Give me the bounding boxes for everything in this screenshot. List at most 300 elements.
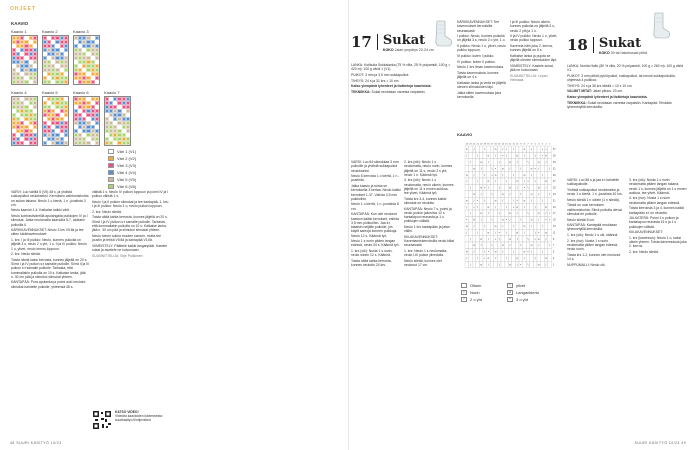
chart-label-2: Kaavio 2 bbox=[42, 29, 58, 34]
chart-cell bbox=[548, 248, 552, 254]
chart-row-number: 21 bbox=[552, 199, 556, 203]
paragraph: JALKATERÄ: Poimi 1 s puikon ja kantalapun reunasta 15 s ja 1 s puikkojen välistä. bbox=[629, 216, 679, 229]
stitch-symbol: / bbox=[473, 249, 475, 254]
stitch-symbol: / bbox=[502, 198, 504, 203]
chart-col-number: 19 bbox=[483, 143, 487, 146]
chart-cell bbox=[64, 80, 68, 84]
chart-cell bbox=[469, 184, 476, 190]
chart-cell bbox=[530, 210, 534, 216]
color-legend bbox=[108, 148, 136, 190]
stitch-symbol: \ bbox=[469, 236, 471, 241]
qr-caption bbox=[115, 410, 170, 422]
symbol-row bbox=[461, 289, 482, 296]
chart-cell bbox=[487, 197, 491, 203]
chart-cell bbox=[465, 184, 469, 190]
paragraph: Toista kerroksia 3 ja 4, kunnes kaikki kantapään s:t on neulottu. bbox=[629, 206, 685, 215]
chart-cell bbox=[523, 143, 530, 152]
chart-cell bbox=[530, 204, 534, 210]
symbol-label: Oikein bbox=[470, 283, 482, 288]
chart-cell bbox=[505, 204, 512, 210]
chart-cell bbox=[519, 248, 526, 254]
stitch-symbol: • bbox=[465, 217, 468, 222]
chart-cell bbox=[515, 223, 519, 229]
pattern-17-info bbox=[351, 63, 451, 95]
chart-cell bbox=[534, 255, 541, 261]
stitch-symbol: / bbox=[473, 224, 475, 228]
chart-cell bbox=[548, 229, 552, 235]
symbol-legend-2 bbox=[507, 282, 539, 303]
chart-cell bbox=[469, 197, 473, 203]
paragraph: Neulo toinen sukka muuten samoin, mutta tee joustin ja tehkä V5:llä ja kantapää V1:llä. bbox=[92, 233, 161, 243]
chart-col-number: 4 bbox=[538, 143, 540, 146]
paragraph: Neulo kontrastiväreillä apulangalla puikkojen IV ja I silmukat. Jatka neulomalla kaavioita 5-7, alottaen puikoilla II. bbox=[11, 214, 88, 227]
page-footer-left: 48 SUURI KÄSITYÖ 10/23 bbox=[10, 441, 62, 445]
paragraph: KÄRKIKAVENNUKSET: Tee kavennukset kerroksilla seuraavasti: bbox=[457, 20, 500, 33]
chart-cell bbox=[465, 159, 469, 165]
chart-cell bbox=[530, 261, 534, 267]
stitch-chart bbox=[457, 140, 561, 278]
stitch-symbol: / bbox=[538, 192, 540, 196]
chart-cell bbox=[505, 236, 509, 242]
chart-cell bbox=[469, 248, 473, 254]
stitch-symbol: / bbox=[545, 236, 547, 241]
stitch-symbol: / bbox=[473, 198, 475, 203]
paragraph: Kavenna näin joka 2. kerros, kunnes jäljellä on 8 s. bbox=[510, 44, 553, 53]
stitch-symbol: • bbox=[494, 236, 497, 241]
chart-cell bbox=[541, 255, 545, 261]
chart-cell bbox=[469, 204, 473, 210]
stitch-symbol: / bbox=[473, 172, 475, 177]
paragraph: Yhdistä sukkapuikot neulokseksi ja neulo 1 o kiertä, 1 n -joustinta 10 krs. bbox=[567, 187, 623, 197]
stitch-symbol: o bbox=[523, 198, 526, 203]
chart-cell bbox=[494, 184, 498, 190]
symbol-label: 2 o yht bbox=[470, 297, 483, 302]
stitch-symbol: \ bbox=[505, 256, 507, 260]
chart-cell bbox=[490, 204, 494, 210]
chart-cell bbox=[505, 152, 512, 158]
chart-cell bbox=[523, 165, 527, 171]
chart-col-number: 3 bbox=[541, 143, 544, 146]
chart-cell bbox=[548, 184, 552, 190]
k2tog-symbol: / bbox=[461, 297, 467, 302]
chart-cell bbox=[533, 172, 537, 178]
stitch-symbol: o bbox=[473, 217, 475, 222]
stitch-symbol: / bbox=[495, 179, 497, 184]
chart-cell bbox=[533, 261, 537, 267]
chart-cell bbox=[480, 242, 487, 248]
stitch-symbol: o bbox=[487, 153, 490, 158]
stitch-symbol: o bbox=[516, 153, 519, 158]
chart-cell bbox=[487, 242, 491, 248]
stitch-symbol: / bbox=[487, 236, 489, 241]
chart-cell bbox=[483, 204, 490, 210]
stitch-symbol: \ bbox=[469, 160, 471, 164]
chart-cell bbox=[498, 261, 505, 267]
chart-cell bbox=[530, 184, 534, 190]
chart-cell bbox=[476, 143, 480, 152]
symbol-row bbox=[507, 296, 539, 303]
chart-row-number: 3 bbox=[552, 257, 555, 260]
chart-cell bbox=[498, 184, 505, 190]
paragraph: Jatka sitten kavennuksia joka kerroksella. bbox=[457, 90, 502, 99]
stitch-symbol: \ bbox=[549, 217, 551, 222]
chart-cell bbox=[548, 143, 552, 152]
stitch-symbol: / bbox=[502, 147, 504, 152]
chart-cell bbox=[469, 152, 473, 158]
chart-row-number: 13 bbox=[552, 225, 556, 228]
stitch-symbol: \ bbox=[484, 249, 486, 254]
chart-cell bbox=[476, 197, 483, 203]
stitch-symbol: \ bbox=[498, 185, 500, 190]
chart-cell bbox=[516, 159, 523, 165]
paragraph: VARVI: Luo värillä 5 (V5) 48 s. ja yhdistä sukkapuikot neulokseksi. Kerroksen vaihtumiskohta on sukan takana. Neulo 1 o kiertä, 1 n -joustinta 3 cm. bbox=[11, 190, 89, 207]
chart-cell bbox=[512, 229, 519, 235]
stitch-symbol: \ bbox=[469, 185, 471, 190]
chart-cell bbox=[530, 178, 534, 184]
chart-cell bbox=[479, 143, 483, 152]
chart-cell bbox=[465, 165, 469, 171]
chart-cell bbox=[469, 261, 476, 267]
legend-label: Väri 1 (V1) bbox=[117, 149, 137, 154]
chart-cell bbox=[548, 178, 552, 184]
sock-icon bbox=[649, 12, 671, 40]
stitch-symbol: o bbox=[487, 230, 490, 235]
chart-cell bbox=[505, 184, 509, 190]
chart-cell bbox=[479, 255, 483, 261]
chart-cell bbox=[544, 242, 548, 248]
stitch-symbol: o bbox=[494, 224, 497, 228]
chart-cell bbox=[476, 261, 483, 267]
chart-cell bbox=[469, 210, 476, 216]
chart-cell bbox=[541, 184, 545, 190]
chart-cell bbox=[530, 255, 534, 261]
technique bbox=[567, 101, 687, 110]
chart-cell bbox=[515, 165, 519, 171]
paragraph: KANTAPÄÄ: Kun olet neulonut kaavion kaikki kerrokset, vaihda 3,5 mm puikkoihin. Jaa s:t takaisin neljälle puikolle, jos käytit samoja koneen puikkoja. Neulo 12 s. Käännä työ. bbox=[351, 212, 399, 238]
chart-cell bbox=[494, 248, 501, 254]
chart-cell bbox=[541, 248, 548, 254]
paragraph: 2. krs (oik): Neulo 1 s neulomatta, neulo nurin, kunnes jäljellä on 11 s, neulo 2 s yht, neulo 1 n. Käännä työ. bbox=[404, 160, 453, 177]
paragraph: Neulo 1 o kiertä, 1 n -joustinta 8 cm. bbox=[351, 202, 399, 211]
chart-cell bbox=[505, 210, 509, 216]
stitch-symbol: / bbox=[531, 198, 533, 203]
stitch-symbol: o bbox=[480, 262, 483, 267]
stitch-symbol: / bbox=[516, 211, 518, 216]
paragraph: Jatka kaavio ja toista se kerroksella 3 kertaa. Neulo kaikki kerrokset 1-37. Vaihda 3,5 mm puikkoihin. bbox=[351, 184, 401, 201]
pattern-17-column-b bbox=[404, 160, 454, 269]
chart-cell bbox=[519, 255, 523, 261]
stitch-symbol: o bbox=[516, 179, 519, 184]
chart-cell bbox=[487, 159, 494, 165]
paragraph: 2. krs: Neulo sileää. bbox=[92, 209, 122, 214]
chart-cell bbox=[526, 197, 530, 203]
chart-cell bbox=[533, 223, 537, 229]
chart-cell bbox=[508, 172, 512, 178]
stitch-symbol: / bbox=[523, 230, 525, 235]
chart-cell bbox=[541, 172, 548, 178]
chart-cell bbox=[541, 191, 545, 197]
stitch-symbol: / bbox=[509, 166, 511, 171]
paragraph: Neulo 1 krs kantapään ja jalan väliin. bbox=[404, 225, 450, 234]
purl-symbol: • bbox=[461, 290, 467, 295]
chart-row-number: 37 bbox=[552, 148, 556, 152]
pattern-number: 17 bbox=[351, 34, 378, 50]
stitch-symbol: \ bbox=[520, 243, 522, 248]
legend-label: Väri 5 (V5) bbox=[117, 177, 137, 182]
chart-cell bbox=[548, 197, 552, 203]
stitch-symbol: / bbox=[545, 211, 547, 216]
stitch-symbol: o bbox=[480, 211, 483, 216]
chart-cell bbox=[523, 242, 527, 248]
chart-cell bbox=[479, 248, 483, 254]
paragraph: 1. krs (oik): Neulo 1 s oik, käännä. bbox=[567, 233, 619, 238]
paragraph: 1. krs: I ja III puikko: Neulo, kunnes puikolla on jäljellä 3 s, neulo 2 o yht, 1 o. II ja IV puikko: Neulo 1 o, ylivet, neulo kerros loppuun. bbox=[11, 238, 87, 251]
chart-cell bbox=[487, 210, 494, 216]
paragraph: I ja III puikko: Neulo oikein, kunnes puikolla on jäljellä 3 s, neulo 2 yht ja 1 o. bbox=[510, 20, 555, 33]
stitch-symbol: / bbox=[538, 217, 540, 222]
paragraph: Neulo sileää, kunnes olet neulonut 17 cm. bbox=[404, 258, 442, 268]
stitch-symbol: \ bbox=[534, 230, 536, 235]
chart-cell bbox=[95, 80, 99, 84]
stitch-symbol: \ bbox=[534, 153, 536, 158]
chart-cell bbox=[534, 152, 541, 158]
chart-cell bbox=[469, 236, 476, 242]
stitch-symbol: / bbox=[538, 166, 540, 171]
chart-cell bbox=[494, 159, 498, 165]
technique-title: TEKNIIKKA: bbox=[351, 89, 371, 94]
chart-cell bbox=[465, 210, 469, 216]
chart-cell bbox=[516, 210, 523, 216]
chart-cell bbox=[519, 229, 523, 235]
stitch-symbol: / bbox=[466, 204, 468, 209]
swatch-v3 bbox=[108, 163, 114, 168]
paragraph: KANTAPÄÄ: Pura apulanka ja poimi auki neulotut silmukat kahdelle puikolle, yhteensä 48 s. bbox=[11, 280, 86, 289]
chart-cell bbox=[534, 143, 541, 152]
chart-cell bbox=[501, 255, 505, 261]
paragraph: 4. krs (nur): Nosta 1 s nurin neulomatta pitäen langan edessä. bbox=[629, 196, 680, 205]
stitch-symbol: • bbox=[505, 217, 508, 222]
chart-cell bbox=[512, 178, 519, 184]
stitch-symbol: • bbox=[476, 198, 479, 203]
chart-cell bbox=[479, 229, 483, 235]
chart-cell bbox=[530, 216, 537, 222]
chart-cell bbox=[516, 184, 523, 190]
size-label: KOKO bbox=[598, 51, 610, 55]
chart-cell bbox=[512, 236, 516, 242]
chart-col-number: 20 bbox=[479, 143, 483, 146]
pattern-18-header bbox=[567, 37, 647, 55]
chart-col-number: 9 bbox=[520, 143, 522, 146]
chart-cell bbox=[515, 191, 519, 197]
stitch-symbol: o bbox=[465, 198, 468, 203]
chart-cell bbox=[519, 178, 523, 184]
paragraph: Katkaise lanka ja pujota se jäljellä olevien silmukoiden läpi. bbox=[510, 53, 558, 63]
stitch-symbol: • bbox=[519, 262, 522, 267]
stitch-symbol: \ bbox=[513, 249, 515, 254]
chart-col-number: 24 bbox=[465, 143, 469, 146]
stitch-symbol: o bbox=[530, 166, 533, 171]
chart-cell bbox=[483, 210, 487, 216]
chart-cell bbox=[519, 152, 523, 158]
ssk-symbol: \ bbox=[507, 283, 513, 288]
symbol-label: Nurin bbox=[470, 290, 480, 295]
chart-cell bbox=[544, 165, 548, 171]
chart-cell bbox=[526, 242, 530, 248]
stitch-symbol: \ bbox=[491, 192, 493, 196]
stitch-symbol: o bbox=[501, 217, 504, 222]
size-label: KOKO bbox=[382, 48, 394, 52]
chart-cell bbox=[469, 143, 473, 152]
stitch-symbol: o bbox=[509, 211, 511, 216]
chart-cell bbox=[530, 159, 534, 165]
paragraph: 1. krs: Neulo 1 s neulomatta, neulo I-III puikot ylivedolla. bbox=[404, 249, 448, 258]
stitch-symbol: o bbox=[487, 256, 490, 260]
knit-symbol bbox=[461, 283, 467, 288]
qr-code[interactable] bbox=[92, 410, 112, 430]
chart-cell bbox=[523, 159, 527, 165]
stitch-symbol: o bbox=[545, 179, 547, 184]
swatch-v1 bbox=[108, 149, 114, 154]
chart-cell bbox=[505, 191, 509, 197]
chart-cell bbox=[490, 223, 494, 229]
chart-col-number: 21 bbox=[476, 143, 479, 146]
stitch-symbol: • bbox=[545, 147, 547, 152]
stitch-symbol: o bbox=[516, 204, 519, 209]
paragraph: Toista nämä kaksi kerrosta, kunnes jäljellä on 20 s. Siirrä I ja IV puikon s:t samalle puikolle. Siirrä II ja III puikon s:t samalle puikolle. Tarkasta, että kummallakin puikolla on 10 s. Katkaise lanka, jätä n. 30 cm pää ja silmukoi silmukat yhteen. bbox=[11, 257, 90, 279]
chart-cell bbox=[512, 216, 516, 222]
stitch-symbol: \ bbox=[549, 166, 551, 171]
pattern-17-header bbox=[351, 34, 434, 52]
chart-cell bbox=[497, 216, 501, 222]
chart-cell bbox=[469, 159, 476, 165]
stitch-symbol: \ bbox=[498, 262, 500, 267]
chart-row-number: 7 bbox=[552, 244, 555, 248]
credit: SUUNNITTELIJA: Sirje Pulkkinen bbox=[92, 253, 143, 258]
yo-symbol: o bbox=[507, 290, 513, 295]
stitch-symbol: \ bbox=[477, 153, 479, 158]
chart-cell bbox=[548, 255, 552, 261]
chart-cell bbox=[548, 172, 552, 178]
chart-row-number: 17 bbox=[552, 212, 556, 216]
chart-cell bbox=[479, 223, 483, 229]
chart-cell bbox=[472, 255, 476, 261]
finished-label: VALMIIT MITAT: bbox=[567, 89, 592, 94]
chart-cell bbox=[483, 152, 490, 158]
chart-cell bbox=[469, 172, 473, 178]
chart-cell bbox=[490, 255, 494, 261]
chart-cell bbox=[487, 236, 494, 242]
legend-label: Väri 6 (V6) bbox=[117, 184, 137, 189]
chart-row-number: 1 bbox=[552, 263, 555, 267]
chart-cell bbox=[541, 165, 545, 171]
stitch-symbol: o bbox=[530, 192, 533, 196]
stitch-symbol: / bbox=[502, 172, 504, 177]
stitch-symbol: \ bbox=[527, 185, 529, 190]
pattern-18-info bbox=[567, 64, 687, 111]
legend-row bbox=[108, 169, 136, 176]
stitch-symbol: o bbox=[480, 185, 483, 190]
chart-row-number: 35 bbox=[552, 154, 556, 158]
stitch-symbol: / bbox=[487, 160, 489, 164]
chart-cell bbox=[483, 236, 487, 242]
stitch-symbol: o bbox=[501, 166, 504, 171]
chart-cell bbox=[472, 229, 476, 235]
stitch-symbol: \ bbox=[513, 198, 515, 203]
chart-cell bbox=[480, 216, 487, 222]
chart-cell bbox=[472, 178, 476, 184]
chart-cell bbox=[483, 261, 487, 267]
chart-row-number: 31 bbox=[552, 167, 556, 171]
paragraph: Neulo 1 s nurin pitäen langan edessä, neulo 34 s. Käännä työ. bbox=[351, 239, 400, 248]
chart-cell bbox=[497, 178, 501, 184]
stitch-symbol: o bbox=[523, 172, 526, 177]
paragraph: VIIMEISTELY: Kastele sukat, jätä ne kuivumaan. bbox=[510, 63, 554, 73]
paragraph: välistä 1 s. Neulo IV puikon loppuun ja poimi IV ja I puikon välistä 1 s. bbox=[92, 190, 169, 199]
chart-cell bbox=[494, 172, 501, 178]
chart-cell bbox=[515, 248, 519, 254]
paragraph: VARSI: Luo 56 s ja jaa s:t kahdelle sukkapuikolle. bbox=[567, 178, 619, 187]
chart-cell bbox=[476, 242, 480, 248]
stitch-symbol: • bbox=[491, 172, 493, 177]
chart-cell bbox=[472, 152, 476, 158]
notes: Katso ylempänä lyhenteet ja lisätietoja kaavioista. bbox=[351, 84, 432, 89]
stitch-symbol: / bbox=[523, 256, 525, 260]
chart-cell bbox=[512, 159, 516, 165]
stitch-symbol: • bbox=[541, 153, 544, 158]
chart-col-number: 1 bbox=[548, 143, 551, 146]
stitch-symbol: \ bbox=[491, 243, 493, 248]
chart-cell bbox=[497, 204, 501, 210]
paragraph: KIILAKAVENNUKSET: bbox=[629, 230, 663, 235]
technique-text: Sukat neulotaan varresta varpaisiin. bbox=[371, 89, 426, 94]
stitch-symbol: o bbox=[530, 243, 533, 248]
chart-cell bbox=[476, 172, 480, 178]
chart-row-number: 23 bbox=[552, 193, 556, 196]
paragraph: II ja IV puikko: Neulo 1 o, ylivet, neulo puikko loppuun. bbox=[510, 34, 558, 43]
paragraph: I puikko: Neulo, kunnes puikolla on jäljellä 3 s, neulo 2 o yht, 1 o. bbox=[457, 34, 506, 43]
chart-cell bbox=[476, 216, 480, 222]
chart-cell bbox=[487, 223, 491, 229]
chart-cell bbox=[476, 184, 483, 190]
stitch-symbol: / bbox=[480, 166, 482, 171]
chart-col-number: 8 bbox=[523, 143, 526, 146]
chart-cell bbox=[537, 248, 541, 254]
chart-cell bbox=[530, 229, 534, 235]
chart-cell bbox=[512, 210, 516, 216]
chart-cell bbox=[537, 172, 541, 178]
chart-label-4: Kaavio 4 bbox=[11, 90, 27, 95]
chart-cell bbox=[494, 216, 498, 222]
chart-cell bbox=[537, 197, 541, 203]
chart-cell bbox=[497, 255, 501, 261]
chart-cell bbox=[530, 236, 537, 242]
paragraph: VARSI: Luo 64 silmukkaa 3 mm puikoille ja yhdistä sukkapuikot neulokseksi. bbox=[351, 160, 399, 173]
stitch-symbol: o bbox=[465, 249, 468, 254]
chart-cell bbox=[126, 141, 130, 145]
chart-cell bbox=[476, 210, 483, 216]
chart-cell bbox=[469, 229, 473, 235]
chart-cell bbox=[498, 159, 505, 165]
chart-cell bbox=[501, 204, 505, 210]
chart-cell bbox=[479, 178, 483, 184]
stitch-chart-title: KAAVIO bbox=[457, 132, 473, 137]
chart-cell bbox=[494, 191, 498, 197]
chart-cell bbox=[479, 204, 483, 210]
chart-cell bbox=[508, 248, 512, 254]
stitch-symbol: o bbox=[545, 256, 547, 260]
chart-cell bbox=[476, 236, 483, 242]
foot-length: Jalan pituus: 23 cm. bbox=[592, 89, 623, 94]
